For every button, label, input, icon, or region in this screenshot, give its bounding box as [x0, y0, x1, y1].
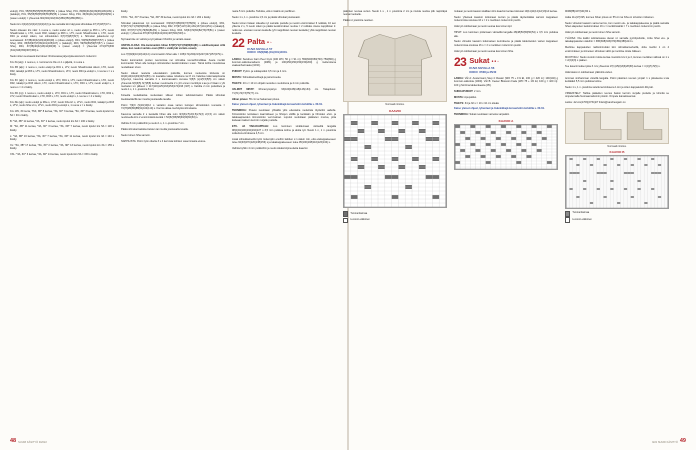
legend-swatch-icon — [565, 217, 570, 222]
pattern-photo-ref: KUVA SIVULLA 57 — [247, 46, 273, 51]
technique-info — [454, 113, 558, 116]
body-text: B: *3A, 3B* 11 kertaa, *3A, 3C* 2 kertaa, neulo kpulut krs 3A = 100 s lisätty. — [10, 119, 95, 123]
body-text: Jätä työ odottamaan ja neulo seuraa kas toinen hiha. — [454, 49, 514, 53]
body-text: NAPPILISTA: Poimi työn oikelta 3 s 4 kerrosta kohden vasemmasta etureu- — [121, 139, 207, 143]
yarn-text: Sandnes Garn Peer Gynt (100 WO, 50 g = 91 m): 550(600)650(700) 750(800) g luonnon-valkoisena/kerä (2081) ja 100(150)150(150)150(200) g melleroitena vaaleanharmaata (1032). — [232, 57, 336, 68]
body-text: Luo 7(9)9(9)10(10)12(12) s kummankin hihan alle = 165(171)200(213)227(247)257(279) s. — [121, 53, 224, 57]
knitting-chart-23b — [565, 155, 669, 209]
body-text: Päätä silmukat kaksikerraisten tai muulla joustavalla tavalla. — [121, 128, 189, 132]
body-text: VIIMEISTELY: Tarkka päätellen reunus bakon kerroin nurjalle puolelle ja kiinnitä se ompelemalla huomaamattomin pistoin. Ompele kainalosaumat. — [565, 92, 669, 99]
technique-label: TEKNIIKKA: — [232, 109, 247, 113]
body-text: päärnten reunaa verten. Neulo 1 s , 1 n -joustinta 2 cm ja muista neuloa pitk napinläpä reunan keskelle. — [343, 10, 447, 17]
footer-label-left: SUURI KÄSITYÖ 9/2022 — [18, 441, 47, 444]
body-text: Krs 3C (alp): 1 reuna s, neulo etukpl s, LTO, R01 s, LTV, neulo hihasilmukat s, LTO, neulo R02, takakpl ja R03 oikein, LTV, neulo hihasilmukat s, LTO, R04 s, LTV, neulo etukpl s, 1 reuna s = 4 s lisätty. — [10, 79, 114, 89]
difficulty-dots-icon: ••◦ — [491, 59, 500, 66]
body-text: Krs 3A (alp): 1 reuna s, n. kumma krs.Ole on 1 s jäljellä, 1 reuna s. — [10, 60, 85, 64]
body-text: XXL: *3A, 3C* 3 kertaa, *3A, 3D* 14 kertaa, neulo kpulut krs 5A = 159 s lisätty. — [10, 153, 99, 157]
body-text: Neulo oikeaan krs näin: 1 reuna s, neulo uudet srt s, neulo etukpl ja P03 s, LTV, neulo hihasilmukat s, LTO, neulo R02, takakpl ja R03 s, LTV, neulo hihasilmukat s, LTO, neulo R04 ja etukpl oikein, tuo silmukoiden 6(7)7(9)8(7)8(7) s. Silmukat jakautuvat nyt seuraavasti: 37(38)40(42)43(44)48(49) s (oikea etukpl), R01, 59(59)59(59)57(57) s (oikea hiha), R02, 83(83)97(97)99(101)105(107) s (takakpl), R03, 59(59)59(59)57(57) s (vasen hiha), R04, 37(38)40(42)43(44)48(49) s (vasen etukpl) = yhteensä 274(275)330 (341)343(350)367(369) s. — [10, 28, 114, 52]
technique-label: TEKNIIKKA: — [454, 113, 469, 117]
body-text: MUOTOILU: Neulo vuoroin toista kertaa muotoilu krs:1 ja 2, kunnes merkkien välissä on 1 s = 2(2)2(3) s pääten. — [565, 55, 669, 62]
body-text: Neulo yhteiseä kaavion kokonaan kerran ja päätä täydentäkää sarvion kappaleen molemmista sivuissa 16 s = 2 s merkkien molemmin puolin. — [454, 15, 558, 23]
legend-label: Luonnon-valkoinen — [572, 218, 592, 221]
other-info — [454, 96, 558, 99]
body-text: nasta 5 mm puikolla. Tarkista, että s:määrä on parillinen. — [232, 10, 296, 13]
body-text: Jätä työ odottamaan ja neulo seuraa kas toinen kpl. — [454, 25, 513, 29]
legend-swatch-icon — [565, 211, 570, 216]
knitting-chart-23a — [454, 124, 558, 170]
body-text: Vaihda kyhtiin 4 mm puikkoihin ja neulo sileää kirjoneuletta kaavion — [232, 147, 308, 151]
pattern-size: KOKO: 37/38 ja 35/40 — [469, 70, 497, 74]
sleeve-length-info — [232, 98, 336, 101]
body-text: Jätä tässä s:t odottamaan yläkroitä varten. — [565, 70, 613, 74]
gauge-info — [232, 82, 336, 85]
body-text: Neulo 1 s, 1 n -joustinta 1,5 cm ja päätä silmukat joustavasti. — [232, 15, 301, 19]
body-text: HIHAT: Luo luomisen pinlamaan väriselilä langalla 48(48)50(50)50(54) s 3,5 mm puikkoa alle. — [454, 31, 558, 38]
technique-text: Sukat neulotaan varresta varpaisiin. — [469, 113, 510, 117]
yarn-label: LANKA: — [232, 57, 242, 61]
body-text: Poimi 7(9)9 (9)10(10)12 s vartalon osaa varten luotujen silmukoiden reunasta = 74(76)80(86)88(91)104(110) s. Kierros alkaa merkitystä silmukasta. — [121, 103, 225, 110]
section-heading: VARTALO-OSA: Ota kummankin hihan 67(67)71(71)79(80)81(81) s edellisempaan sillä aikaa, kun neulot vartalo-osan (R03 s sisältyvät vartalo-osaan). — [121, 43, 225, 51]
chart-a-title: KAAVIO A — [498, 118, 514, 123]
chart-legend — [343, 211, 447, 223]
column-1 — [10, 10, 114, 428]
body-text: XL: *3A, 3B* 17 kertaa, *3A, 3C* 2 kertaa, *3A, 3D* 13 kertaa, neulo kpulut krs 3A = 155 s lisätty. — [10, 144, 114, 151]
difficulty-dots-icon: •◦ — [267, 39, 273, 46]
body-text: Neulo kummankin puolen neuronissa ner silmukka reunarihmuliikaa. Aseta merkki kummankin hihan alle luotujen silmukoiden keskimmäisten s:aan. Tämä kohta muodostaa neulekkaan sivun. — [121, 59, 225, 69]
needles-text: 2 mm. — [473, 89, 482, 93]
yarn-info — [232, 58, 336, 68]
body-text: XXXL: *3A, 3C* 3 kertaa, *3A, 3D* 30 kertaa, neulo kpulut krs 3A = 202 s lisätty. — [121, 15, 211, 19]
measurements-text: Rinnanympärys: 93(100)108(118)126(134) cm. Takapituus: 71(71)72(73)75(77) cm. — [232, 88, 336, 95]
measurements-label: VALMIIT MITAT: — [232, 88, 255, 92]
gauge-info — [454, 102, 558, 105]
needles-label: SUKKAPUIKOT: — [454, 89, 474, 93]
pattern-photo-ref: KUVA SIVULLA 56 — [469, 66, 495, 71]
legend-label: Tummanharmaa — [572, 212, 590, 215]
body-text: YLÄOSA: Ota kaikki odottamassa olevat s:t samalle pyöröpuikolle, Jotta hihat etu- ja takakappaleiden väleihin = 386(308)343(370)354(389)414 s. — [565, 37, 669, 44]
pattern-22-header — [232, 35, 336, 55]
other-label: MOSTA: — [232, 76, 242, 80]
legend-label: Luonnon-valkoinen — [350, 218, 370, 221]
socks-photo — [565, 108, 669, 144]
measurements-info — [232, 88, 336, 95]
other-info — [232, 76, 336, 79]
body-text: tumman sinihamman väreillä langalla. Poimi pääntien reunan ympäri 1 s jokaisesta s:sta keittääkö 5,5 mm puikkoa kolme. — [565, 76, 669, 84]
body-text: Neulo 1 s, 1 n -joustinta sulettuna kiroksena 1 kro ja sitten kappaleisiin liittyvät. — [565, 86, 654, 90]
body-text: L: *3A, 3B* 16 kertaa, *3A, 3C* 7 kertaa, *3A, 3D* 11 kertaa, neulo kpulut krs 3A = 140 s lisätty. — [10, 134, 114, 142]
footer-right — [652, 439, 686, 444]
legend-item — [565, 217, 669, 222]
chart-b-title: KAAVIO B — [609, 149, 625, 154]
garment-photo — [343, 26, 447, 102]
other-text: Apupuikko. — [464, 95, 477, 99]
legend-item — [565, 211, 669, 216]
column-4 — [343, 10, 447, 428]
technique-info — [232, 109, 336, 122]
body-text: Krs 3E (alp): neulo etukpl ja R0a s, LTVr, neulo hiha krt s, LTVn, neulo R02, takakpl ja R03 s, LTVr, neulo hiha srt s, LTVn, neulo R01 ja etukpl s, 1 reuna s = s lisätty. — [10, 100, 114, 108]
other-label: MUSTA: — [454, 95, 464, 99]
body-text: Krs 19V, 3C kerta, TSK, 3B* 8 kertaa, *3A, 3C* 3 kertaa, *3A, 3D* 3 kertaa, neulo kpulut krs 5A = 94 s lisätty. — [10, 110, 114, 117]
body-text: Kavenna samalla 2 s keskellä hihan alla noin 3(3)3(2,5)3(2,5)2,5(3) 2(2,5) cm välein neuloreella kiro 2 ensimmäistä kerätä = 52(52)56(58)60(60)60(63) s. — [121, 112, 225, 120]
pattern-title-text: Sukat — [469, 56, 490, 66]
chart-title: KAAVIO — [389, 108, 401, 113]
body-text: Vaihda 3 mm puikkoihin ja neulo 1 s, 1 n -joustinta 7 cm. — [121, 122, 185, 126]
pattern-size: KOKO: XS(S)M(L)XL(XXL)XXXL — [247, 51, 288, 55]
yarn-supplier-note: Lanka: Ja Uos(1703)(0731)07 fnlam@sandnesgarn.no — [565, 101, 626, 105]
body-text: Neulo viimeksi kaavion sama kerros, kun neulot etu- ja takakappaleessa ja päätä samalla hihan alapuolen keskimmäiset 16 s = merkkimäärät = 7 s merkkien molemmin puolin. — [565, 21, 669, 29]
body-text: mukaan ja neulo kaavio sisältäen kiro kaavion kertaa toistuvat 10(11)11(12)12(13)14 kertaa. — [454, 10, 558, 13]
footer-label-right: 9/22 SUURI KÄSITYÖ — [652, 441, 678, 444]
photo-caption: Normaali mitoitus. — [385, 102, 405, 106]
gauge-label: TIHEYS: — [454, 101, 465, 105]
body-text: 9008(88)107(941)50 s. — [565, 10, 591, 13]
body-text: Neulo viimeksi kaavion kokonaisen kerroksena ja päätä kädenteiden varten kappaleen molemmissa sivuissa 16 s = 2 s merkkien molemmin puolin. — [454, 40, 558, 47]
gauge-label: TIHEYS: — [232, 82, 243, 86]
legend-swatch-icon — [343, 218, 348, 223]
legend-item — [343, 218, 447, 223]
legend-swatch-icon — [343, 211, 348, 216]
body-text: Krs 3B (alp): 1 reuna s, neulo etukpl ja R01 s, LTV, neulo hihasilmukat oikein, LTO, neulo R02, takakpl ja R03 s, LTV, neulo hihasilmukat s, LTO, neulo R04 ja etukpl s, 1 reuna s = s s lisäty. — [10, 66, 114, 77]
needles-info — [454, 90, 558, 93]
body-text: Jätä työ odottamaan ja neulo toinen hiha samoin. — [565, 31, 621, 35]
footer-left — [10, 439, 47, 444]
columns-container — [10, 10, 686, 428]
body-text: Jatka 11s(17)195, kunnes hihan pituus on 55 cm tai hiha on toivottun mittainen. — [565, 15, 655, 19]
gauge-text: 20 s = 10 cm ohjaki neuletta s neulottuna ja 4 mm puikoilla. — [242, 82, 310, 86]
general-instructions-note: Katso yleiset ohjeet, lyhenteet ja lisävinkkejä konsertetiin kohdilta s. 60-61. — [232, 103, 323, 107]
column-3 — [232, 10, 336, 428]
yarn-info — [454, 77, 558, 87]
body-text: etukpl), P01, 55(55)55(55)55(55)55(55) s (oikea hiha), P01, 80(80)91(91)99(99)109(109) s (takakpl), P01, 55(55)55(55)55(55)55(55) s (vasen hiha), P04, 36(36)41(41)45(45)50(50) s (vasen etukpl) = yhteensä 301(301)322(322)350(350)386(386) s. — [10, 10, 114, 20]
body-text: Tee kaverinnukset joka 3. krs yhteensä 17(1)15(0)3(3)28(30) kertaa = 4 (4)(5) 5(5) s. — [565, 64, 661, 68]
needles-label: PUIKOT: — [232, 70, 243, 74]
body-text: lisätty. — [121, 10, 129, 13]
general-instructions-note: Katso yleiset ohjeet, lyhenteet ja lisävinkkejä konsertetiin kohdilta s. 60-61. — [454, 107, 545, 111]
body-text: Koteella neulekkaitsa neulestaan silkeet mittan tarkistamiseksi. Päätä silmukat itsekäseltävillä tav muulla joustavalla tavalla. — [121, 94, 225, 101]
column-5 — [454, 10, 558, 428]
needles-text: Pyörö- ja sukkapuikot 3,5 mm ja 4 mm. — [242, 70, 287, 74]
sleeve-length-label: Hihan pituus: — [232, 97, 249, 101]
body-text: Päätä s:t joustinta neuloen. — [343, 19, 374, 23]
body-text: Lisää silmukkamerkki työn molempiin enuihin kahden s:n välein niin, että etukappaleeseen tulee 92(93)270(120)138(156) s ja takakappaleeseen tulee 95(100)108(116)126(134) s. — [232, 137, 336, 145]
body-text: Neulo sitten seuraavat kierrokset: lihottuvassa järjestyksessä kovin molemmi — [10, 54, 97, 58]
pattern-title — [469, 57, 499, 66]
pattern-number: 23 — [454, 55, 467, 70]
page-footer — [10, 439, 686, 444]
knitting-chart-22 — [343, 114, 447, 208]
yarn-label: LANKA: — [454, 77, 464, 80]
pattern-title — [247, 38, 287, 47]
page-number-left: 48 — [10, 438, 17, 444]
yarn-text: Vår A: Austermann Step 4 Classic (WO 75 + 1% EI, 100 g = 420 m): 100(140) g luonnon-valkoista (1000). Vår B: Cewec Blossom Fade (WO 75 + 1% EI, 100 g = 420 m): 100 g Sortima lakkenkaesta (05). — [454, 77, 558, 87]
page-number-right: 49 — [679, 438, 686, 444]
body-text: Krs 3D (np): 1 reuna s, neulo etukpl s, LTO, R01 s, LTV, neulo hihasilmukat s, LTO, R02 s, LTV, neulo hihasilmukat s, LTO, R03 s, LTV, neulo etukpl s, 1 reuna s = 4 s lisätty. — [10, 91, 114, 99]
front-back-info — [232, 125, 336, 135]
legend-item — [343, 211, 447, 216]
body-text: Silmukat jakautuvat nyt seuraavasti: 63(64)72(84)82(73)78(81) s (oikea etukpl), R01, 67(67)71(71)79(80)81(81) s (oikea hiha), R02, 97(97)117(121)131(137)141(151) s (takakpl), R03, 67(67)71(71)79(80)81(81) s (vasen hiha), R04, 63(64)72(84)82(73)78(81) s (vasen etukpl) = yhteensä 370(372)430(441)461(467)501(503) s. — [121, 21, 225, 35]
legend-label: Tummanharmaa — [350, 212, 368, 215]
pattern-23-header — [454, 57, 558, 74]
front-back-text: Luo luomisen sinällemaan väriseillä langalla 98(2)94(100)134(210)227 s 3,5 mm puikkoa kolme ja aloita työ. Neulo 1 n, 1 n -joustinta sulkettuna kiroksena 4,5 cm. — [232, 125, 337, 136]
body-text: Neulo toinen hiha samoin. — [121, 134, 151, 137]
technique-text: Puseto neulotaan ylhäältä ylös edestaina neulelista löydettiin aaltella. Kiinnostinko teräväsen kaarrokkeen ja hihojen välillä ja kerätään ja hihoiden ehoi- ja lakakaapiseiden kiinnostinko verrovukset. Loputoi neuloitaan päättelen muova, jotta kaiteaan kakson kerroin nurjalle puolelle. — [232, 109, 336, 123]
chart-b-legend — [565, 211, 669, 223]
sleeve-length-text: 55 cm tai haluamasi pituus. — [249, 97, 280, 101]
front-back-label: ETU- JA TAKAKAPPALE: — [232, 125, 269, 129]
body-text: Neulo oikeat neuletta edestakaisin puikoilla, kunnes neuleosta kivitesta on 40(41)42(42)43(44)51(53) cm kaulakta takaa mitattuna tai 8 cm haluttua kokonaispituutta lyhyempi, kaverina samalla 2 s kummassakin sivussa 5(5)5 (s)4(5,5)5(5) cm välein yhteensä 6(6)6(5) 6(7)8(8) kertaa: neuloreella 2 s yht ennen merkittyä s:aa ja 2 tilaan s yht merkatun s:n jälkeen = 117(119)125(133)153(174)193 (327) s. Kahdla 2 mm puikoilleis ja neulo 1 s, 1 n -joustinta 8 cm. — [121, 71, 225, 92]
body-text: Neulo toinen listaan oikealta nyt samalle puolelle ja neulot ensimmäiset 6 reikkää, 10 sen ylikerta 2 s, 5 neulo oikein ja päätä keskimmäiset neuloa = 2 reikkää. Aseta nappilistan 2. reikä vas. etuosan reunan keskelle (yht nappilistan reunan keskelle) yhtä nappilistan reunan keskelle. — [232, 21, 336, 35]
other-text: Silmukkamerkkejä ja painonneula. — [242, 76, 282, 80]
gauge-text: 34 ja 32 s = 10 x 10 cm sileää. — [464, 101, 500, 105]
column-6 — [565, 10, 669, 428]
pattern-number: 22 — [232, 35, 245, 50]
body-text: Merkitse kappaleiden nahkoinmuldet kiro silmukkamerkeillä, Joita merkki 1 on 4 ensimmäisen ja viimeisen silmukan väliin ja merkitse toista Jälkeen. — [565, 46, 669, 53]
body-text: Neulo krs 2(2)2(2)2(2)2(2)2(2)2(2) ja tue samalla kiro käpyssä silmukkaa 47(17)48(7)47 s. — [10, 22, 112, 26]
column-2 — [121, 10, 225, 428]
pattern-title-text: Palta — [247, 36, 266, 46]
needles-info — [232, 70, 336, 73]
body-text: Nyt kaarroke on valmis ja työ jatkaan hihoihin ja vartalo-osaan. — [121, 37, 192, 41]
photo-caption: Normaali mitoitus. — [607, 144, 627, 148]
body-text: M: *3A, 3B* 11 kertaa, *3A, 3C* 3 kertaa, *3A, 3D* 7 kertaa, neulo kpulut krs 5A = 118 s lisätty. — [10, 125, 114, 132]
